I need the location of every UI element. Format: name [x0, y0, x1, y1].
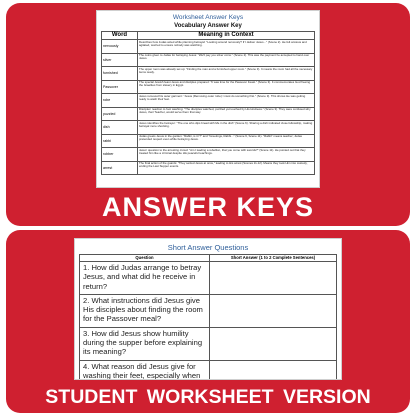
vocab-word: dish: [102, 121, 138, 135]
student-worksheet-banner: STUDENT WORKSHEET VERSION: [45, 386, 371, 408]
column-header-meaning: Meaning in Context: [138, 32, 315, 40]
table-row: [102, 80, 315, 94]
student-worksheet-panel: [6, 230, 410, 413]
vocab-word: Passover: [102, 80, 138, 94]
table-row: [102, 121, 315, 135]
vocab-meaning: Disciples' reaction to foot washing: "The disciples watched, puzzled yet touched by His kindness." (Scene 3). They were confused why Jesus, their Teacher, would serve them that way.: [138, 107, 315, 121]
table-row: [102, 53, 315, 67]
student-worksheet-preview: [74, 238, 342, 380]
vocab-meaning: Describes how Judas acted while planning betrayal: "Looking around nervously? If I deliver Jesus..." (Scene 2). He felt anxious and agitated, worried to ensure nobody was watching.: [138, 40, 315, 54]
vocab-word: nervously: [102, 40, 138, 54]
vocab-meaning: Jesus identifies the betrayer: "The one who dips bread with Me in the dish" (Scene 6). Sharing a dish indicated close fellowship, making betrayal more shocking.: [138, 121, 315, 135]
vocab-meaning: Jesus' question to the arresting crowd: "Am I leading a rebellion, that you come with swords?" (Scene 11). He pointed out that they treated him like a criminal despite His peaceful teachings.: [138, 148, 315, 162]
worksheet-title: Worksheet Answer Keys: [172, 14, 244, 21]
answer-key-worksheet-preview: [96, 10, 320, 188]
short-answer-table: [79, 254, 337, 380]
vocab-word: robe: [102, 94, 138, 108]
worksheet-title: Short Answer Questions: [167, 243, 249, 252]
answer-cell[interactable]: [210, 262, 337, 295]
answer-cell[interactable]: [210, 360, 337, 380]
answer-cell[interactable]: [210, 294, 337, 327]
vocab-word: rabbi: [102, 134, 138, 148]
answer-keys-panel: [6, 3, 410, 226]
column-header-word: Word: [102, 32, 138, 40]
answer-keys-banner: ANSWER KEYS: [101, 192, 315, 222]
table-row: [80, 327, 337, 360]
question-cell: 1. How did Judas arrange to betray Jesus, and what did he receive in return?: [80, 262, 210, 295]
table-row: [80, 360, 337, 380]
table-row: [102, 107, 315, 121]
table-row: [102, 40, 315, 54]
question-cell: 2. What instructions did Jesus give His disciples about finding the room for the Passover meal?: [80, 294, 210, 327]
vocab-meaning: The final action of the guards: "They seized Jesus at once," leading to His arrest (Scenes 11-12). Means they took Him into custody, ending the Last Supper events.: [138, 161, 315, 175]
table-row: [102, 161, 315, 175]
table-row: [80, 294, 337, 327]
vocabulary-table: [101, 31, 315, 175]
table-row: [102, 148, 315, 162]
table-row: [102, 134, 315, 148]
question-cell: 3. How did Jesus show humility during the supper before explaining its meaning?: [80, 327, 210, 360]
question-cell: 4. What reason did Jesus give for washing their feet, especially when: [80, 360, 210, 380]
table-row: [102, 94, 315, 108]
vocab-meaning: The upper room was already set up: "Finding the man and a furnished upper room." (Scene 3). It means the room had all the necessary items ready.: [138, 67, 315, 81]
vocab-meaning: The special Jewish feast Jesus and disciples prepared: "It was time for the Passover Feast." (Scene 3). It commemorates God freeing the Israelites from slavery in Egypt.: [138, 80, 315, 94]
vocab-meaning: Jesus removed his outer garment: "Jesus (Removing outer robe) I must do something first." (Scene 3). This shows He was getting ready to wash their feet.: [138, 94, 315, 108]
vocab-word: arrest: [102, 161, 138, 175]
vocab-word: silver: [102, 53, 138, 67]
answer-cell[interactable]: [210, 327, 337, 360]
table-row: [102, 67, 315, 81]
vocab-meaning: The coins given to Judas for betraying Jesus: "We'll pay you silver coins." (Scene 2). This was the payment he accepted to hand over Jesus.: [138, 53, 315, 67]
column-header-answer: Short Answer (1 to 2 Complete Sentences): [210, 255, 337, 262]
worksheet-subtitle: Vocabulary Answer Key: [174, 23, 242, 29]
vocab-word: furnished: [102, 67, 138, 81]
table-row: [80, 262, 337, 295]
vocab-meaning: Judas greets Jesus in the garden: "Rabbi, is it I?" and "Greetings, Rabbi..." (Scene 6, Scene 11). "Rabbi" means teacher; Judas pretended respect even while betraying Jesus.: [138, 134, 315, 148]
column-header-question: Question: [80, 255, 210, 262]
vocab-word: robber: [102, 148, 138, 162]
vocab-word: puzzled: [102, 107, 138, 121]
